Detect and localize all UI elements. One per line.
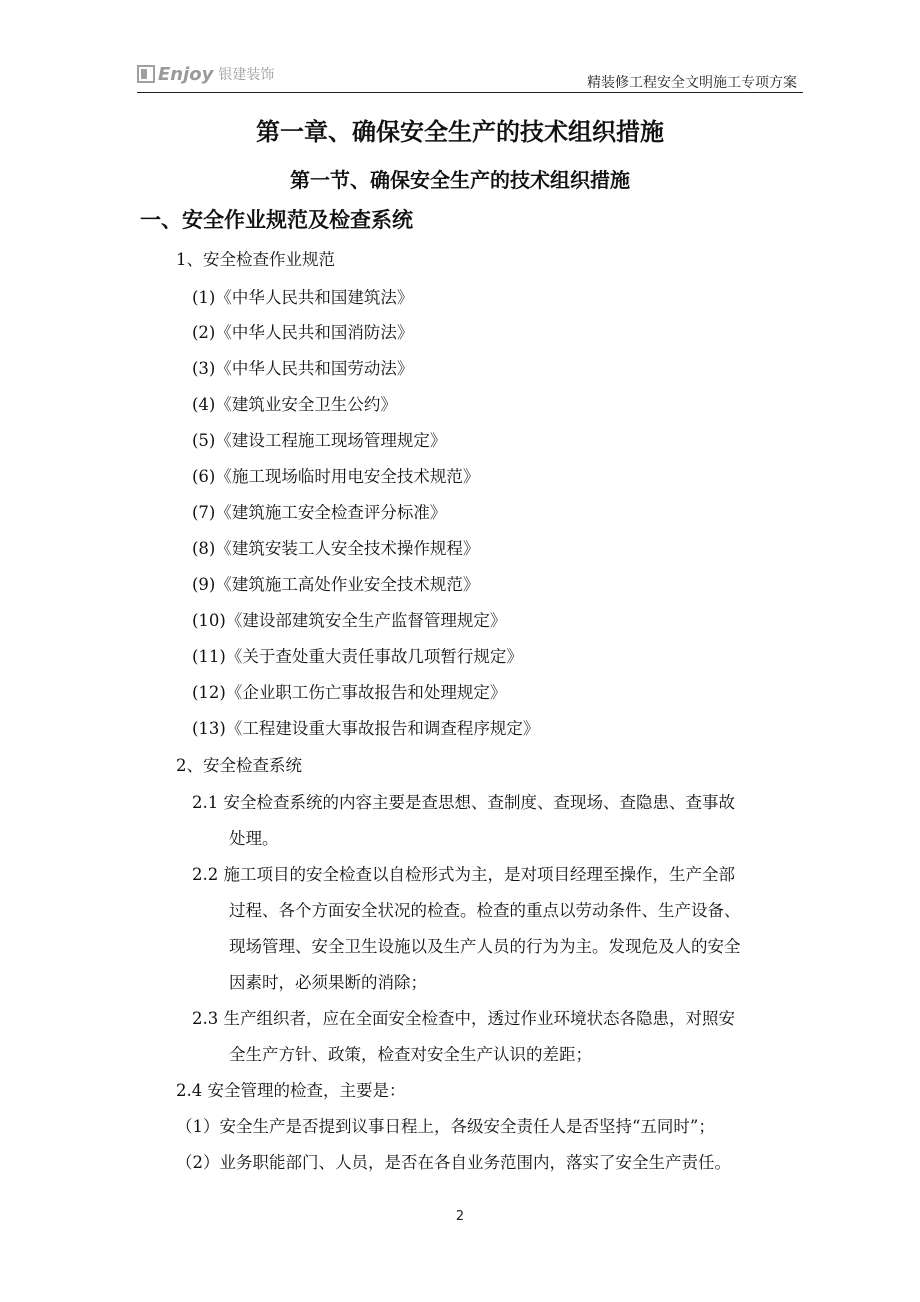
logo-word: Enjoy bbox=[158, 63, 214, 85]
paragraph-2-2-line1: 2.2 施工项目的安全检查以自检形式为主，是对项目经理至操作，生产全部 bbox=[192, 865, 735, 884]
list-item: (4)《建筑业安全卫生公约》 bbox=[192, 395, 397, 414]
page-number: 2 bbox=[455, 1209, 465, 1224]
page-header bbox=[137, 60, 803, 93]
list-item: (5)《建设工程施工现场管理规定》 bbox=[192, 431, 447, 450]
paragraph-2-3-line2: 全生产方针、政策，检查对安全生产认识的差距； bbox=[229, 1045, 592, 1064]
chapter-title: 第一章、确保安全生产的技术组织措施 bbox=[256, 118, 664, 146]
list-item: (7)《建筑施工安全检查评分标准》 bbox=[192, 503, 447, 522]
list-item: （2）业务职能部门、人员，是否在各自业务范围内，落实了安全生产责任。 bbox=[176, 1153, 731, 1172]
list-item: (11)《关于查处重大责任事故几项暂行规定》 bbox=[192, 647, 523, 666]
list-item: (12)《企业职工伤亡事故报告和处理规定》 bbox=[192, 683, 507, 702]
list-item: (10)《建设部建筑安全生产监督管理规定》 bbox=[192, 611, 507, 630]
sub2-title: 2、安全检查系统 bbox=[176, 756, 302, 775]
list-item: (13)《工程建设重大事故报告和调查程序规定》 bbox=[192, 719, 540, 738]
sub1-title: 1、安全检查作业规范 bbox=[176, 250, 335, 269]
heading-level-1: 一、安全作业规范及检查系统 bbox=[140, 208, 413, 232]
list-item: (9)《建筑施工高处作业安全技术规范》 bbox=[192, 575, 480, 594]
paragraph-2-2-line4: 因素时，必须果断的消除； bbox=[229, 973, 427, 992]
logo-mark-icon bbox=[137, 65, 155, 83]
paragraph-2-3-line1: 2.3 生产组织者，应在全面安全检查中，透过作业环境状态各隐患，对照安 bbox=[192, 1009, 735, 1028]
paragraph-2-2-line2: 过程、各个方面安全状况的检查。检查的重点以劳动条件、生产设备、 bbox=[229, 901, 741, 920]
list-item: (2)《中华人民共和国消防法》 bbox=[192, 323, 414, 342]
list-item: (3)《中华人民共和国劳动法》 bbox=[192, 359, 414, 378]
list-item: (6)《施工现场临时用电安全技术规范》 bbox=[192, 467, 480, 486]
section-title: 第一节、确保安全生产的技术组织措施 bbox=[290, 168, 630, 192]
company-logo bbox=[137, 62, 274, 86]
paragraph-2-1-line2: 处理。 bbox=[229, 829, 279, 848]
list-item: （1）安全生产是否提到议事日程上，各级安全责任人是否坚持“五同时”； bbox=[176, 1117, 715, 1136]
paragraph-2-1-line1: 2.1 安全检查系统的内容主要是查思想、查制度、查现场、查隐患、查事故 bbox=[192, 793, 735, 812]
header-title: 精装修工程安全文明施工专项方案 bbox=[587, 75, 797, 91]
paragraph-2-4: 2.4 安全管理的检查，主要是： bbox=[176, 1081, 406, 1100]
paragraph-2-2-line3: 现场管理、安全卫生设施以及生产人员的行为为主。发现危及人的安全 bbox=[229, 937, 741, 956]
logo-cn: 银建装饰 bbox=[218, 67, 275, 83]
list-item: (1)《中华人民共和国建筑法》 bbox=[192, 288, 414, 307]
list-item: (8)《建筑安装工人安全技术操作规程》 bbox=[192, 539, 480, 558]
